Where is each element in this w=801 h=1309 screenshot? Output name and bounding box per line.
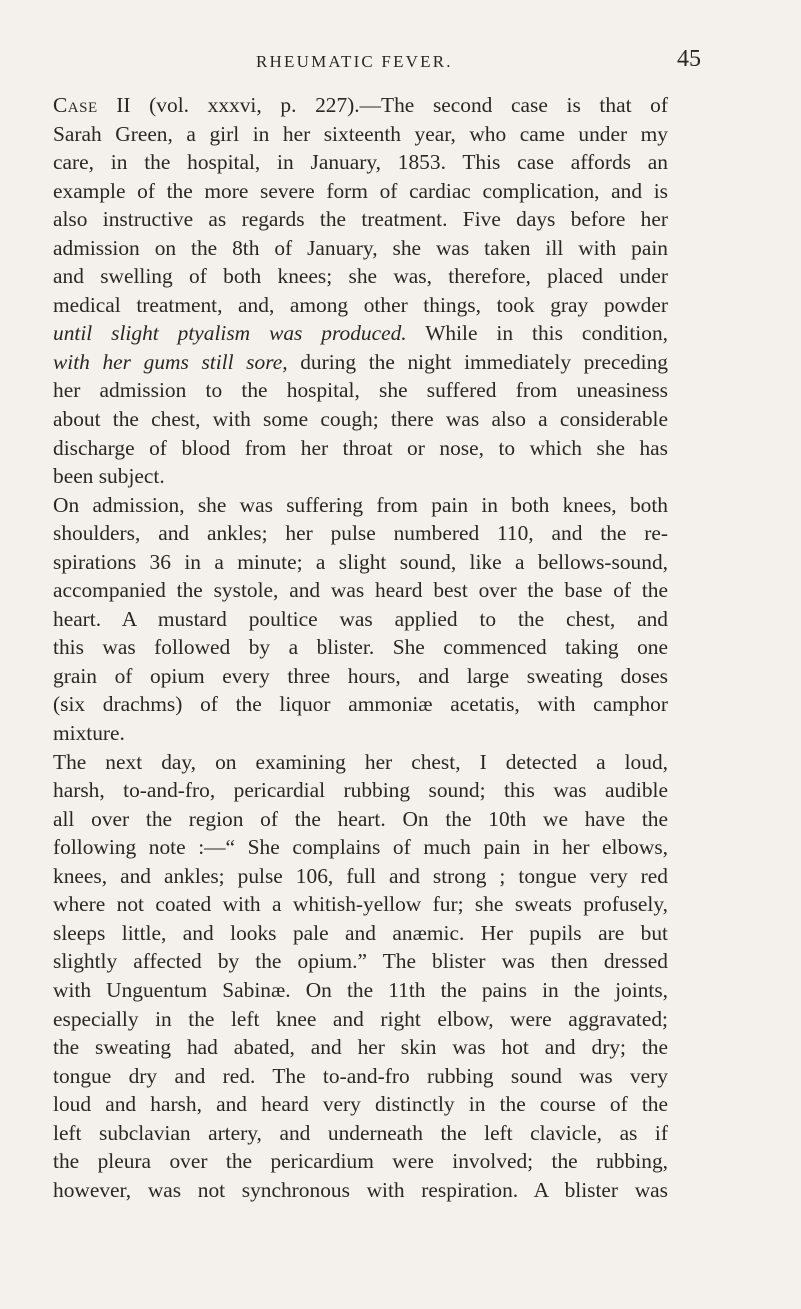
text-span: heart. A mustard poultice was applied to the chest, and [53,606,668,631]
text-span: the pleura over the pericardium were involved; the rubbing, [53,1149,668,1174]
text-span: discharge of blood from her throat or nose, to which she has [53,435,668,460]
text-line [53,748,668,777]
text-span: grain of opium every three hours, and large sweating doses [53,663,668,688]
text-span: The next day, on examining her chest, I detected a loud, [53,749,668,774]
italic-text: until slight ptyalism was produced. [53,321,407,346]
text-line [53,947,668,976]
text-line [53,262,668,291]
text-line [53,177,668,206]
text-span: been subject. [53,464,165,489]
text-span: care, in the hospital, in January, 1853. This case affords an [53,150,668,175]
text-span: this was followed by a blister. She commenced taking one [53,635,668,660]
text-line [53,1033,668,1062]
text-span: about the chest, with some cough; there was also a considerable [53,407,668,432]
text-span: with Unguentum Sabinæ. On the 11th the pains in the joints, [53,977,668,1002]
text-span: (six drachms) of the liquor ammoniæ acetatis, with camphor [53,692,668,717]
text-span: however, was not synchronous with respiration. A blister was [53,1177,668,1202]
text-span: her admission to the hospital, she suffered from uneasiness [53,378,668,403]
text-span: where not coated with a whitish-yellow fur; she sweats profusely, [53,892,668,917]
text-span: following note :—“ She complains of much pain in her elbows, [53,835,668,860]
text-line [53,234,668,263]
text-line [53,319,668,348]
text-line [53,633,668,662]
text-line [53,833,668,862]
text-span: sleeps little, and looks pale and anæmic. Her pupils are but [53,920,668,945]
text-line [53,1090,668,1119]
page-number: 45 [677,46,701,72]
text-line [53,890,668,919]
text-span: slightly affected by the opium.” The blister was then dressed [53,949,668,974]
text-span: spirations 36 in a minute; a slight sound, like a bellows-sound, [53,549,668,574]
text-span: loud and harsh, and heard very distinctly in the course of the [53,1092,668,1117]
text-span: On admission, she was suffering from pain in both knees, both [53,492,668,517]
text-line [53,576,668,605]
text-line [53,462,668,491]
text-line [53,348,668,377]
text-line [53,519,668,548]
text-span: and swelling of both knees; she was, therefore, placed under [53,264,668,289]
text-line [53,719,668,748]
text-span: mixture. [53,721,125,746]
text-span: II (vol. xxxvi, p. 227).—The second case is that of [97,93,668,117]
text-span: medical treatment, and, among other things, took gray powder [53,292,668,317]
text-span: While in this condition, [406,321,668,346]
text-line [53,405,668,434]
text-span: example of the more severe form of cardiac complication, and is [53,178,668,203]
text-span: admission on the 8th of January, she was taken ill with pain [53,235,668,260]
body-text [53,91,668,1204]
text-span: also instructive as regards the treatment. Five days before her [53,207,668,232]
text-line [53,205,668,234]
text-line [53,662,668,691]
text-line [53,1062,668,1091]
text-line [53,434,668,463]
text-span: accompanied the systole, and was heard best over the base of the [53,578,668,603]
text-line [53,1176,668,1205]
text-line [53,862,668,891]
text-line [53,1119,668,1148]
running-title: RHEUMATIC FEVER. [256,52,453,71]
text-span: left subclavian artery, and underneath the left clavicle, as if [53,1120,668,1145]
text-line [53,805,668,834]
text-line [53,148,668,177]
text-line [53,548,668,577]
running-header [0,46,801,82]
text-line [53,605,668,634]
text-span: all over the region of the heart. On the 10th we have the [53,806,668,831]
text-span: Sarah Green, a girl in her sixteenth year, who came under my [53,121,668,146]
text-span: the sweating had abated, and her skin was hot and dry; the [53,1035,668,1060]
text-line [53,291,668,320]
text-span: harsh, to-and-fro, pericardial rubbing sound; this was audible [53,778,668,803]
text-line [53,1147,668,1176]
text-line [53,976,668,1005]
text-line [53,776,668,805]
text-span: knees, and ankles; pulse 106, full and strong ; tongue very red [53,863,668,888]
text-span: especially in the left knee and right elbow, were aggravated; [53,1006,668,1031]
text-span: tongue dry and red. The to-and-fro rubbing sound was very [53,1063,668,1088]
text-line [53,491,668,520]
text-span: Case [53,93,98,117]
text-line [53,91,668,120]
text-line [53,919,668,948]
text-line [53,120,668,149]
text-line [53,690,668,719]
text-span: shoulders, and ankles; her pulse numbered 110, and the re- [53,521,668,546]
text-span: during the night immediately preceding [287,349,668,374]
text-line [53,376,668,405]
italic-text: with her gums still sore, [53,349,288,374]
text-line [53,1005,668,1034]
